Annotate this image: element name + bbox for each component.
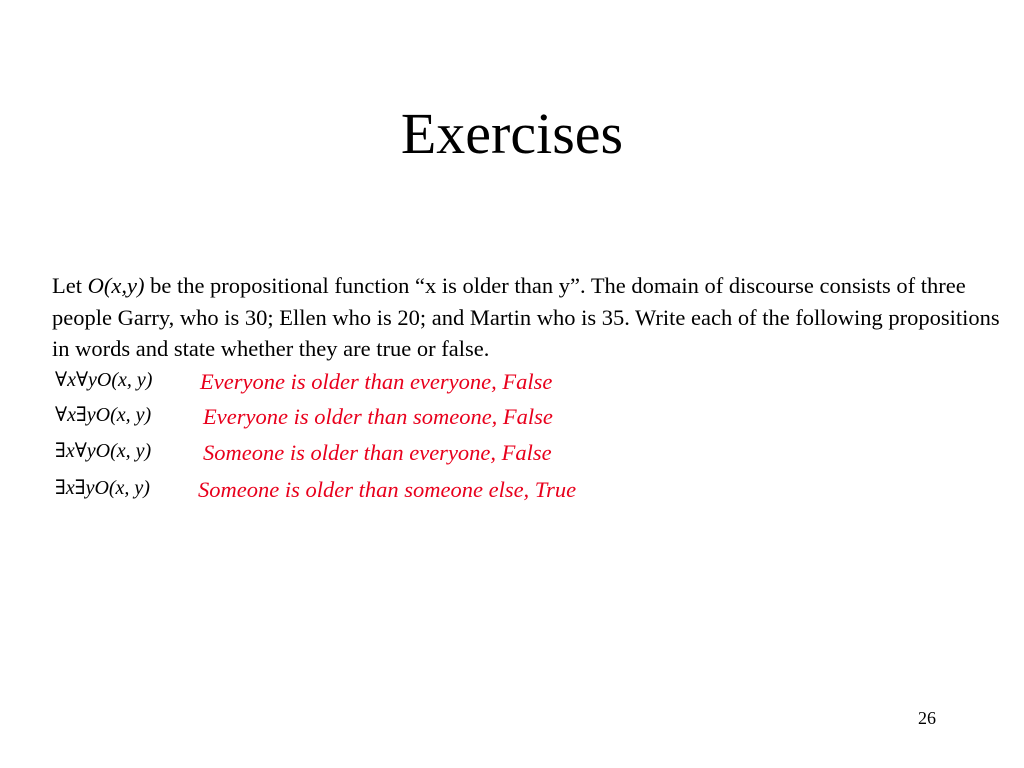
answer: Everyone is older than everyone, False: [200, 369, 553, 394]
intro-suffix: be the propositional function “x is older than y”. The domain of discourse consists of three people Garry, who is 30; Ellen who is 20; and Martin who is 35. Write each of the following propositions in words and state whether they are true or false.: [52, 273, 1000, 361]
formula: ∃x∃yO(x, y): [55, 477, 150, 499]
answer: Someone is older than someone else, True: [198, 477, 577, 502]
formula: ∀x∀yO(x, y): [55, 369, 153, 391]
answer: Someone is older than everyone, False: [203, 440, 552, 465]
intro-paragraph: [52, 270, 1012, 365]
formula: ∀x∃yO(x, y): [55, 404, 152, 426]
answer: Everyone is older than someone, False: [203, 404, 553, 429]
intro-prefix: Let: [52, 273, 88, 298]
formula: ∃x∀yO(x, y): [55, 440, 152, 462]
function-name: O(x,y): [87, 273, 145, 298]
slide-title: Exercises: [400, 101, 624, 166]
page-number: 26: [918, 708, 936, 728]
